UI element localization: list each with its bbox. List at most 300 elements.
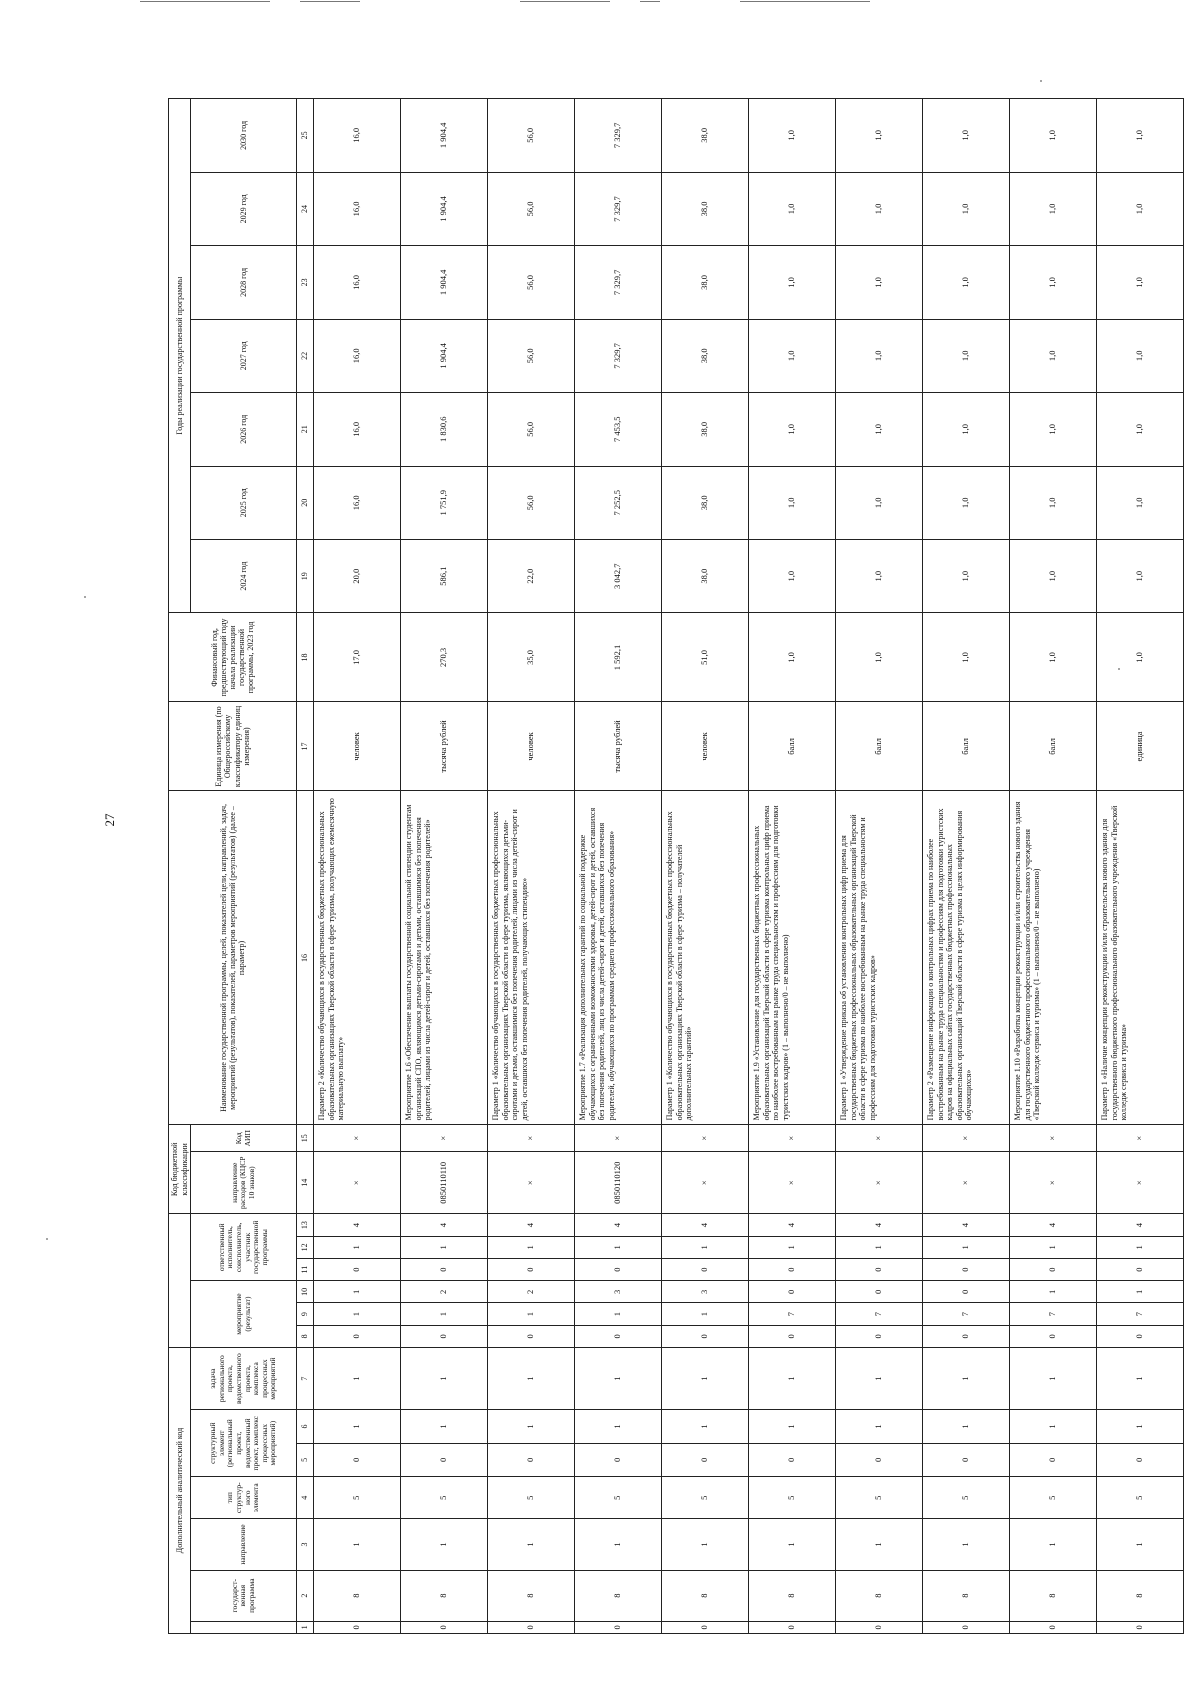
code-cell: 1	[314, 1519, 401, 1570]
table-row	[488, 99, 575, 1634]
code-cell: 1	[749, 1519, 836, 1570]
year-value-cell: 7 453,5	[575, 393, 662, 466]
expense-cell: ×	[488, 1152, 575, 1214]
year-value-cell: 56,0	[488, 246, 575, 319]
code-cell: 7	[1010, 1303, 1097, 1325]
code-cell: 0	[662, 1325, 749, 1347]
expense-cell: ×	[1010, 1152, 1097, 1214]
year-value-cell: 1,0	[749, 172, 836, 245]
header-type: тип структур-ного элемента	[191, 1477, 297, 1519]
code-cell: 0	[1010, 1443, 1097, 1476]
name-cell: Параметр 1 «Количество обучающихся в государственных бюджетных профессиональных образовательных организациях Тверской области в сфере туризма – получателей дополнительных гарантий»	[662, 791, 749, 1125]
base-year-cell: 1 592,1	[575, 613, 662, 702]
code-cell: 1	[923, 1236, 1010, 1258]
year-value-cell: 1,0	[923, 393, 1010, 466]
code-cell: 1	[1097, 1281, 1184, 1303]
year-value-cell: 1 751,9	[401, 466, 488, 539]
column-number: 7	[297, 1347, 314, 1409]
year-value-cell: 1,0	[836, 393, 923, 466]
header-task: задача регионального проекта, ведомственного проекта, комплекса процессных мероприятий	[191, 1347, 297, 1409]
year-value-cell: 22,0	[488, 539, 575, 612]
aip-cell: ×	[749, 1125, 836, 1152]
code-cell: 1	[1097, 1410, 1184, 1443]
header-direction: направление	[191, 1519, 297, 1570]
scan-top-edge	[0, 0, 1200, 4]
column-number: 14	[297, 1152, 314, 1214]
name-cell: Мероприятие 1.6 «Обеспечение выплаты государственной социальной стипендии студентам организаций СПО, являющимся детьми-сиротами и детьми, оставшимися без попечения родителей, лицами из числа детей-сирот и детей, оставшихся без попечения родителей»	[401, 791, 488, 1125]
code-cell: 0	[749, 1325, 836, 1347]
column-number: 11	[297, 1258, 314, 1280]
page-number: 27	[102, 813, 117, 827]
table-row	[1097, 99, 1184, 1634]
header-expense: направление расходов (КЦСР 10 знаков)	[191, 1152, 297, 1214]
year-value-cell: 1 904,4	[401, 99, 488, 173]
year-value-cell: 1,0	[1097, 246, 1184, 319]
code-cell: 4	[1010, 1214, 1097, 1236]
unit-cell: человек	[314, 702, 401, 791]
code-cell: 1	[662, 1236, 749, 1258]
code-cell: 0	[575, 1325, 662, 1347]
code-cell: 8	[662, 1570, 749, 1621]
table-row	[401, 99, 488, 1634]
code-cell: 1	[1010, 1347, 1097, 1409]
code-cell: 1	[923, 1347, 1010, 1409]
code-cell: 1	[488, 1347, 575, 1409]
code-cell: 1	[314, 1303, 401, 1325]
code-cell: 1	[836, 1410, 923, 1443]
column-number: 15	[297, 1125, 314, 1152]
rotated-sheet	[168, 98, 1145, 1634]
name-cell: Параметр 1 «Количество обучающихся в государственных бюджетных профессиональных образовательных организациях Тверской области в сфере туризма, являющихся детьми-сиротами и детьми, оставшимися без попечения родителей, лицами из числа детей-сирот и детей, оставшихся без попечения родителей, получающих стипендию»	[488, 791, 575, 1125]
aip-cell: ×	[836, 1125, 923, 1152]
unit-cell: тысяча рублей	[401, 702, 488, 791]
header-fin-year: Финансовый год, предшествующий году начала реализации государственной программы, 2023 год	[169, 613, 297, 702]
code-cell: 1	[836, 1519, 923, 1570]
code-cell: 0	[923, 1621, 1010, 1633]
base-year-cell: 1,0	[1010, 613, 1097, 702]
year-value-cell: 1,0	[749, 539, 836, 612]
code-cell: 1	[401, 1236, 488, 1258]
code-cell: 0	[314, 1621, 401, 1633]
code-cell: 1	[488, 1410, 575, 1443]
column-number: 1	[297, 1621, 314, 1633]
code-cell: 5	[575, 1477, 662, 1519]
code-cell: 0	[1097, 1443, 1184, 1476]
year-value-cell: 16,0	[314, 99, 401, 173]
year-value-cell: 7 252,5	[575, 466, 662, 539]
code-cell: 1	[488, 1519, 575, 1570]
code-cell: 0	[923, 1258, 1010, 1280]
code-cell: 1	[662, 1410, 749, 1443]
year-value-cell: 16,0	[314, 172, 401, 245]
aip-cell: ×	[1097, 1125, 1184, 1152]
code-cell: 0	[401, 1621, 488, 1633]
code-cell: 2	[401, 1281, 488, 1303]
code-cell: 0	[488, 1258, 575, 1280]
year-value-cell: 56,0	[488, 393, 575, 466]
year-value-cell: 1,0	[836, 99, 923, 173]
expense-cell: ×	[836, 1152, 923, 1214]
code-cell: 0	[836, 1443, 923, 1476]
code-cell: 0	[749, 1281, 836, 1303]
code-cell: 1	[1097, 1236, 1184, 1258]
code-cell: 7	[923, 1303, 1010, 1325]
code-cell: 1	[401, 1347, 488, 1409]
code-cell: 0	[836, 1325, 923, 1347]
year-value-cell: 1,0	[1097, 99, 1184, 173]
code-cell: 1	[923, 1519, 1010, 1570]
column-number: 23	[297, 246, 314, 319]
code-cell: 0	[401, 1443, 488, 1476]
table-row	[836, 99, 923, 1634]
code-cell: 2	[488, 1281, 575, 1303]
year-value-cell: 38,0	[662, 319, 749, 392]
year-value-cell: 1,0	[1097, 319, 1184, 392]
column-number: 6	[297, 1410, 314, 1443]
code-cell: 4	[314, 1214, 401, 1236]
header-year: 2030 год	[191, 99, 297, 173]
code-cell: 7	[749, 1303, 836, 1325]
year-value-cell: 1,0	[1010, 393, 1097, 466]
year-value-cell: 1 904,4	[401, 246, 488, 319]
year-value-cell: 1,0	[1097, 466, 1184, 539]
year-value-cell: 1,0	[836, 466, 923, 539]
year-value-cell: 1,0	[923, 246, 1010, 319]
code-cell: 1	[314, 1410, 401, 1443]
unit-cell: балл	[923, 702, 1010, 791]
code-cell: 8	[749, 1570, 836, 1621]
year-value-cell: 1 904,4	[401, 319, 488, 392]
expense-cell: ×	[662, 1152, 749, 1214]
name-cell: Параметр 2 «Размещение информации о контрольных цифрах приема по наиболее востребованным на рынке труда специальностям и профессиям для подготовки туристских кадров на официальных сайтах государственных бюджетных профессиональных образовательных организаций Тверской области в сфере туризма в целях информирования обучающихся»	[923, 791, 1010, 1125]
expense-cell: 0850110110	[401, 1152, 488, 1214]
code-cell: 0	[836, 1621, 923, 1633]
code-cell: 1	[314, 1281, 401, 1303]
code-cell: 5	[836, 1477, 923, 1519]
table-row	[1010, 99, 1097, 1634]
header-state-program: государст-венная программа	[191, 1570, 297, 1621]
year-value-cell: 38,0	[662, 99, 749, 173]
column-number: 2	[297, 1570, 314, 1621]
year-value-cell: 1,0	[1010, 319, 1097, 392]
header-year: 2026 год	[191, 393, 297, 466]
year-value-cell: 1,0	[836, 539, 923, 612]
code-cell: 0	[662, 1443, 749, 1476]
header-analytic-code: Дополнительный аналитический код	[169, 1347, 191, 1633]
year-value-cell: 1,0	[923, 539, 1010, 612]
base-year-cell: 51,0	[662, 613, 749, 702]
column-number: 20	[297, 466, 314, 539]
code-cell: 1	[575, 1303, 662, 1325]
year-value-cell: 1,0	[1010, 172, 1097, 245]
code-cell: 0	[1010, 1621, 1097, 1633]
header-unit: Единица измерения (по Общероссийскому классификатору единиц измерения)	[169, 702, 297, 791]
code-cell: 1	[1097, 1519, 1184, 1570]
table-row	[575, 99, 662, 1634]
code-cell: 0	[314, 1258, 401, 1280]
code-cell: 1	[1010, 1236, 1097, 1258]
year-value-cell: 1,0	[836, 319, 923, 392]
code-cell: 1	[575, 1236, 662, 1258]
year-value-cell: 586,1	[401, 539, 488, 612]
code-cell: 4	[923, 1214, 1010, 1236]
code-cell: 1	[488, 1236, 575, 1258]
scan-speck	[1040, 80, 1042, 82]
code-cell: 0	[923, 1325, 1010, 1347]
year-value-cell: 16,0	[314, 319, 401, 392]
unit-cell: человек	[488, 702, 575, 791]
year-value-cell: 1,0	[923, 319, 1010, 392]
code-cell: 0	[1097, 1258, 1184, 1280]
aip-cell: ×	[488, 1125, 575, 1152]
year-value-cell: 7 329,7	[575, 99, 662, 173]
base-year-cell: 1,0	[1097, 613, 1184, 702]
code-cell: 0	[836, 1281, 923, 1303]
base-year-cell: 35,0	[488, 613, 575, 702]
code-cell: 1	[1097, 1347, 1184, 1409]
base-year-cell: 1,0	[836, 613, 923, 702]
year-value-cell: 1,0	[749, 319, 836, 392]
code-cell: 1	[1010, 1410, 1097, 1443]
year-value-cell: 1,0	[1010, 99, 1097, 173]
code-cell: 3	[575, 1281, 662, 1303]
code-cell: 4	[836, 1214, 923, 1236]
year-value-cell: 38,0	[662, 466, 749, 539]
code-cell: 0	[401, 1258, 488, 1280]
year-value-cell: 56,0	[488, 466, 575, 539]
code-cell: 1	[1010, 1519, 1097, 1570]
code-cell: 1	[401, 1303, 488, 1325]
code-cell: 5	[749, 1477, 836, 1519]
column-number: 9	[297, 1303, 314, 1325]
name-cell: Мероприятие 1.7 «Реализация дополнительных гарантий по социальной поддержке обучающихся с ограниченными возможностями здоровья, детей-сирот и детей, оставшихся без попечения родителей, лиц из числа детей-сирот и детей, оставшихся без попечения родителей, обучающихся по программам среднего профессионального образования»	[575, 791, 662, 1125]
header-year: 2029 год	[191, 172, 297, 245]
year-value-cell: 1,0	[1097, 539, 1184, 612]
aip-cell: ×	[662, 1125, 749, 1152]
year-value-cell: 1,0	[1010, 466, 1097, 539]
year-value-cell: 38,0	[662, 539, 749, 612]
code-cell: 1	[488, 1303, 575, 1325]
expense-cell: ×	[1097, 1152, 1184, 1214]
year-value-cell: 1,0	[836, 172, 923, 245]
column-number: 22	[297, 319, 314, 392]
unit-cell: балл	[749, 702, 836, 791]
header-year: 2024 год	[191, 539, 297, 612]
code-cell: 0	[488, 1443, 575, 1476]
table-row	[749, 99, 836, 1634]
code-cell: 0	[749, 1258, 836, 1280]
column-number: 17	[297, 702, 314, 791]
year-value-cell: 7 329,7	[575, 172, 662, 245]
expense-cell: ×	[923, 1152, 1010, 1214]
code-cell: 3	[662, 1281, 749, 1303]
year-value-cell: 1,0	[1097, 393, 1184, 466]
code-cell: 0	[749, 1621, 836, 1633]
year-value-cell: 1,0	[749, 99, 836, 173]
header-event-exec-group	[169, 1214, 191, 1348]
name-cell: Параметр 2 «Количество обучающихся в государственных бюджетных профессиональных образовательных организациях Тверской области в сфере туризма, получающих ежемесячную материальную выплату»	[314, 791, 401, 1125]
header-blank	[191, 1621, 297, 1633]
year-value-cell: 7 329,7	[575, 246, 662, 319]
year-value-cell: 38,0	[662, 246, 749, 319]
aip-cell: ×	[1010, 1125, 1097, 1152]
code-cell: 0	[314, 1325, 401, 1347]
year-value-cell: 7 329,7	[575, 319, 662, 392]
column-number: 21	[297, 393, 314, 466]
column-number: 8	[297, 1325, 314, 1347]
code-cell: 5	[1010, 1477, 1097, 1519]
code-cell: 4	[749, 1214, 836, 1236]
code-cell: 5	[923, 1477, 1010, 1519]
column-number: 10	[297, 1281, 314, 1303]
code-cell: 1	[401, 1519, 488, 1570]
code-cell: 8	[488, 1570, 575, 1621]
year-value-cell: 56,0	[488, 319, 575, 392]
year-value-cell: 38,0	[662, 172, 749, 245]
header-year: 2025 год	[191, 466, 297, 539]
header-years-group: Годы реализации государственной программы	[169, 99, 191, 613]
header-year: 2027 год	[191, 319, 297, 392]
header-struct: структурный элемент (региональный проект, ведомственный проект, комплекс процессных мероприятий)	[191, 1410, 297, 1477]
name-cell: Мероприятие 1.10 «Разработка концепции реконструкции и/или строительства нового здания для государственного бюджетного профессионального образовательного учреждения «Тверской колледж сервиса и туризма» (1 – выполнено/0 – не выполнено)	[1010, 791, 1097, 1125]
code-cell: 4	[488, 1214, 575, 1236]
base-year-cell: 1,0	[749, 613, 836, 702]
code-cell: 0	[1010, 1325, 1097, 1347]
column-number: 4	[297, 1477, 314, 1519]
code-cell: 4	[1097, 1214, 1184, 1236]
year-value-cell: 20,0	[314, 539, 401, 612]
year-value-cell: 38,0	[662, 393, 749, 466]
code-cell: 1	[662, 1519, 749, 1570]
expense-cell: 0850110120	[575, 1152, 662, 1214]
code-cell: 8	[314, 1570, 401, 1621]
code-cell: 4	[401, 1214, 488, 1236]
code-cell: 5	[1097, 1477, 1184, 1519]
scan-speck	[84, 596, 86, 598]
header-name: Наименование государственной программы, целей, показателей цели, направлений, задач, мероприятий (результатов), показателей, параметров мероприятий (результатов) (далее – параметр)	[169, 791, 297, 1125]
unit-cell: балл	[836, 702, 923, 791]
year-value-cell: 16,0	[314, 466, 401, 539]
code-cell: 0	[923, 1281, 1010, 1303]
code-cell: 1	[836, 1347, 923, 1409]
unit-cell: тысяча рублей	[575, 702, 662, 791]
code-cell: 0	[488, 1621, 575, 1633]
column-number: 24	[297, 172, 314, 245]
table-row	[314, 99, 401, 1634]
column-number: 5	[297, 1443, 314, 1476]
name-cell: Параметр 1 «Наличие концепции реконструкции и/или строительства нового здания для государственного бюджетного профессионального образовательного учреждения «Тверской колледж сервиса и туризма»	[1097, 791, 1184, 1125]
code-cell: 4	[662, 1214, 749, 1236]
code-cell: 0	[575, 1621, 662, 1633]
code-cell: 1	[749, 1410, 836, 1443]
code-cell: 0	[923, 1443, 1010, 1476]
code-cell: 1	[836, 1236, 923, 1258]
code-cell: 1	[575, 1347, 662, 1409]
year-value-cell: 16,0	[314, 393, 401, 466]
code-cell: 0	[575, 1258, 662, 1280]
header-year: 2028 год	[191, 246, 297, 319]
code-cell: 0	[662, 1258, 749, 1280]
code-cell: 0	[1010, 1258, 1097, 1280]
code-cell: 7	[1097, 1303, 1184, 1325]
scan-speck	[46, 1238, 48, 1240]
year-value-cell: 3 042,7	[575, 539, 662, 612]
code-cell: 1	[575, 1410, 662, 1443]
column-number: 13	[297, 1214, 314, 1236]
year-value-cell: 1,0	[923, 172, 1010, 245]
code-cell: 8	[575, 1570, 662, 1621]
code-cell: 0	[662, 1621, 749, 1633]
code-cell: 8	[1097, 1570, 1184, 1621]
column-number: 18	[297, 613, 314, 702]
code-cell: 0	[314, 1443, 401, 1476]
code-cell: 1	[401, 1410, 488, 1443]
program-table	[168, 98, 1184, 1634]
year-value-cell: 1,0	[1097, 172, 1184, 245]
column-number: 12	[297, 1236, 314, 1258]
code-cell: 8	[923, 1570, 1010, 1621]
code-cell: 5	[314, 1477, 401, 1519]
column-number: 19	[297, 539, 314, 612]
year-value-cell: 1,0	[1010, 539, 1097, 612]
base-year-cell: 17,0	[314, 613, 401, 702]
year-value-cell: 1,0	[836, 246, 923, 319]
year-value-cell: 1,0	[923, 466, 1010, 539]
year-value-cell: 1,0	[1010, 246, 1097, 319]
column-number: 3	[297, 1519, 314, 1570]
unit-cell: человек	[662, 702, 749, 791]
unit-cell: балл	[1010, 702, 1097, 791]
header-aip: Код АИП	[191, 1125, 297, 1152]
name-cell: Параметр 1 «Утверждение приказа об установлении контрольных цифр приема для государственных бюджетных профессиональных образовательных организаций Тверской области в сфере туризма по наиболее востребованным на рынке труда специальностям и профессиям для подготовки туристских кадров»	[836, 791, 923, 1125]
year-value-cell: 56,0	[488, 172, 575, 245]
year-value-cell: 1,0	[749, 466, 836, 539]
year-value-cell: 1,0	[749, 246, 836, 319]
code-cell: 1	[662, 1303, 749, 1325]
code-cell: 7	[836, 1303, 923, 1325]
code-cell: 8	[836, 1570, 923, 1621]
base-year-cell: 270,3	[401, 613, 488, 702]
code-cell: 0	[836, 1258, 923, 1280]
column-number: 25	[297, 99, 314, 173]
code-cell: 0	[401, 1325, 488, 1347]
aip-cell: ×	[314, 1125, 401, 1152]
year-value-cell: 1,0	[749, 393, 836, 466]
year-value-cell: 16,0	[314, 246, 401, 319]
expense-cell: ×	[314, 1152, 401, 1214]
code-cell: 0	[488, 1325, 575, 1347]
code-cell: 8	[401, 1570, 488, 1621]
year-value-cell: 1,0	[923, 99, 1010, 173]
year-value-cell: 1 904,4	[401, 172, 488, 245]
code-cell: 1	[662, 1347, 749, 1409]
code-cell: 1	[923, 1410, 1010, 1443]
aip-cell: ×	[401, 1125, 488, 1152]
code-cell: 1	[1010, 1281, 1097, 1303]
table-row	[923, 99, 1010, 1634]
expense-cell: ×	[749, 1152, 836, 1214]
column-number: 16	[297, 791, 314, 1125]
year-value-cell: 1 830,6	[401, 393, 488, 466]
year-value-cell: 56,0	[488, 99, 575, 173]
table-row	[662, 99, 749, 1634]
aip-cell: ×	[923, 1125, 1010, 1152]
base-year-cell: 1,0	[923, 613, 1010, 702]
code-cell: 5	[662, 1477, 749, 1519]
code-cell: 1	[749, 1347, 836, 1409]
code-cell: 5	[488, 1477, 575, 1519]
aip-cell: ×	[575, 1125, 662, 1152]
